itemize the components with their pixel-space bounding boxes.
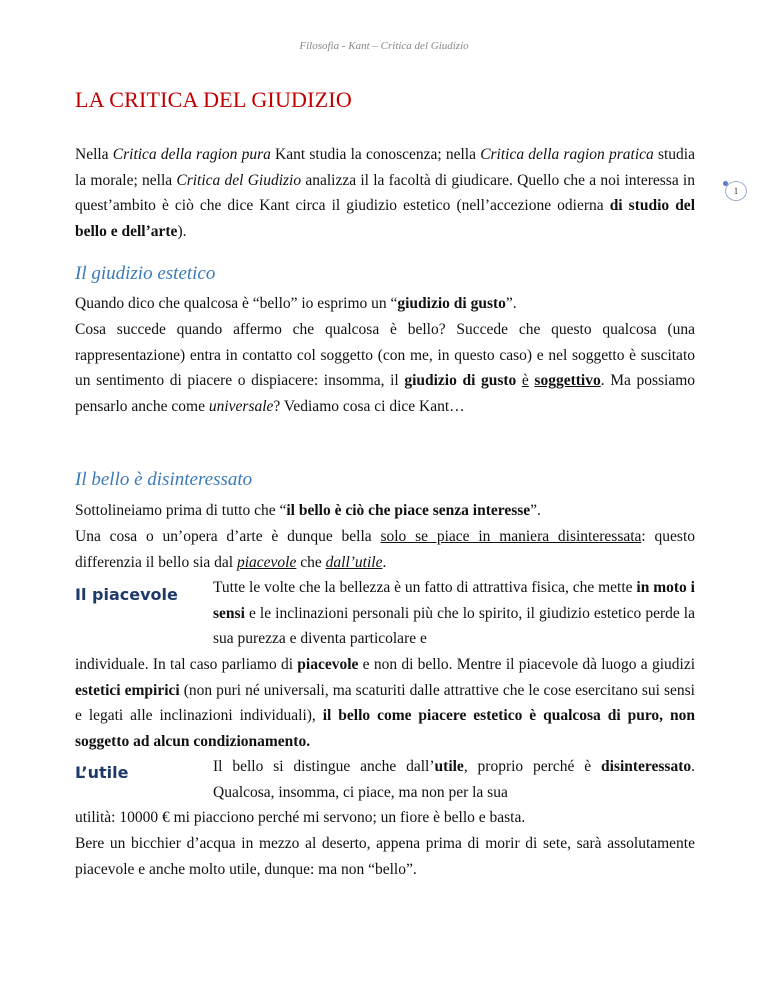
utile-float-text: Il bello si distingue anche dall’utile, proprio perché è disinteressato. Qualcosa, insomma, ci piace, ma non per la sua — [213, 758, 695, 801]
side-label-piacevole: Il piacevole — [75, 585, 178, 604]
disinteressato-paragraph-1: Sottolineiamo prima di tutto che “il bello è ciò che piace senza interesse”. — [75, 502, 541, 519]
page-number-badge — [725, 181, 747, 201]
page-badge-dot-icon — [723, 181, 728, 186]
piacevole-continuation: individuale. In tal caso parliamo di piacevole e non di bello. Mentre il piacevole dà luogo a giudizi estetici empirici (non puri né universali, ma scaturiti dalle attrattive che le cose esercitano sui sensi e legati alle inclinazioni individuali), il bello come piacere estetico è qualcosa di puro, non soggetto ad alcun condizionamento. — [75, 656, 696, 750]
page-number: 1 — [733, 186, 739, 196]
disinteressato-paragraph-2: Una cosa o un’opera d’arte è dunque bella solo se piace in maniera disinteressata: questo differenzia il bello sia dal piacevole che dall’utile. — [75, 528, 696, 571]
document-title: LA CRITICA DEL GIUDIZIO — [75, 87, 352, 112]
estetico-paragraph-2: Cosa succede quando affermo che qualcosa è bello? Succede che questo qualcosa (una rappresentazione) entra in contatto col soggetto (con me, in questo caso) e nel soggetto è suscitato un sentimento di piacere o dispiacere: insomma, il giudizio di gusto è soggettivo. Ma possiamo pensarlo anche come universale? Vediamo cosa ci dice Kant… — [75, 321, 696, 415]
heading-bello-disinteressato: Il bello è disinteressato — [75, 469, 253, 490]
estetico-paragraph-1: Quando dico che qualcosa è “bello” io esprimo un “giudizio di gusto”. — [75, 295, 517, 312]
heading-giudizio-estetico: Il giudizio estetico — [75, 263, 216, 284]
piacevole-float-text: Tutte le volte che la bellezza è un fatto di attrattiva fisica, che mette in moto i sensi e le inclinazioni personali più che lo spirito, il giudizio estetico perde la sua purezza e diventa particolare e — [213, 579, 695, 647]
running-header: Filosofia - Kant – Critica del Giudizio — [299, 40, 469, 52]
utile-continuation-2: Bere un bicchier d’acqua in mezzo al deserto, appena prima di morir di sete, sarà assolutamente piacevole e anche molto utile, dunque: ma non “bello”. — [75, 835, 695, 878]
utile-continuation-1: utilità: 10000 € mi piacciono perché mi servono; un fiore è bello e basta. — [75, 809, 526, 826]
intro-paragraph: Nella Critica della ragion pura Kant studia la conoscenza; nella Critica della ragion pratica studia la morale; nella Critica del Giudizio analizza il la facoltà di giudicare. Quello che a noi interessa in quest’ambito è ciò che dice Kant circa il giudizio estetico (nell’accezione odierna di studio del bello e dell’arte). — [75, 146, 695, 240]
side-label-utile: L’utile — [75, 763, 129, 782]
